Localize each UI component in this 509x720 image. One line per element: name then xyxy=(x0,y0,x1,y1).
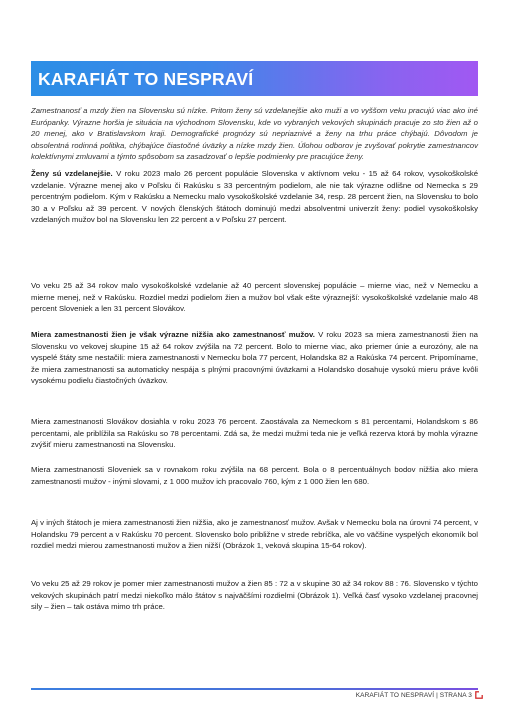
paragraph-text: Miera zamestnanosti Slovákov dosiahla v roku 2023 76 percent. Zaostávala za Nemeckom s 81 percentami, Holandskom s 86 percentami, ale priblížila sa Rakúsku so 78 percentami. Zdá sa, že medzi mužmi teda nie je veľká rezerva ktorá by mohla výrazne zvýšiť mieru zamestnanosti na Slovensku. xyxy=(31,417,478,449)
intro-paragraph: Zamestnanosť a mzdy žien na Slovensku sú nízke. Pritom ženy sú vzdelanejšie ako muži a vo vyššom veku pracujú viac ako iné Európanky. Výrazne horšia je situácia na východnom Slovensku, kde vo vybraných vekových skupinách pracuje zo sto žien až o 20 menej, ako v Bratislavskom kraji. Demografické prognózy sú nepriaznivé a ženy na trhu práce chýbajú. Dôvodom je obsolentná rodinná politika, chýbajúce čiastočné úväzky a nízke mzdy žien. Úlohou odborov je zvyšovať pokrytie zamestnancov kolektívnymi zmluvami a týmto spôsobom sa zasadzovať o lepšie podmienky pre pracujúce ženy. xyxy=(31,106,478,161)
paragraph-text: Aj v iných štátoch je miera zamestnanosti žien nižšia, ako je zamestnanosť mužov. Avšak v Nemecku bola na úrovni 74 percent, v Holandsku 79 percent a v Rakúsku 70 percent. Slovensko bolo približne v strede rebríčka, ale vo väčšine vyspelých ekonomík bol rozdiel medzi mierou zamestnanosti mužov a žien nižší (Obrázok 1, veková skupina 15-64 rokov). xyxy=(31,518,478,550)
paragraph-text: V roku 2023 malo 26 percent populácie Slovenska v aktívnom veku - 15 až 64 rokov, vysokoškolské vzdelanie. Výrazne menej ako v Poľsku či Rakúsku s 33 percentným podielom, ale nie tak výrazne odlišne od Nemecka s 29 percentným podielom. Kým v Rakúsku a Nemecku malo vysokoškolské vzdelanie 34, resp. 28 percent žien, na Slovensku to bolo 30 a v Poľsku až 39 percent. V nových členských štátoch dominujú medzi absolventmi univerzít ženy: podiel vysokoškolsky vzdelaných mužov bol na Slovensku len 22 percent a v Poľsku 27 percent. xyxy=(31,169,479,224)
body-paragraph xyxy=(31,168,478,226)
page-title: KARAFIÁT TO NESPRAVÍ xyxy=(38,69,254,89)
corner-logo-icon xyxy=(475,691,483,699)
body-paragraph xyxy=(31,517,478,552)
body-paragraph xyxy=(31,464,478,487)
body-paragraph xyxy=(31,416,478,451)
paragraph-lead: Miera zamestnanosti žien je však výrazne nižšia ako zamestnanosť mužov. xyxy=(31,330,315,339)
paragraph-text: Vo veku 25 až 34 rokov malo vysokoškolské vzdelanie až 40 percent slovenskej populácie – mierne viac, než v Nemecku a mierne menej, než v Rakúsku. Rozdiel medzi podielom žien a mužov bol však ešte výraznejší: vysokoškolské vzdelanie malo 48 percent Sloveniek a len 31 percent Slovákov. xyxy=(31,281,478,313)
title-banner xyxy=(31,61,478,96)
body-paragraph xyxy=(31,578,478,613)
body-paragraph xyxy=(31,280,478,315)
footer-page-label: KARAFIÁT TO NESPRAVÍ | STRANA 3 xyxy=(355,692,472,699)
paragraph-lead: Ženy sú vzdelanejšie. xyxy=(31,169,113,178)
paragraph-text: V roku 2023 sa miera zamestnanosti žien na Slovensku vo vekovej skupine 15 až 64 rokov zvýšila na 72 percent. Bolo to mierne viac, ako priemer únie a eurozóny, ale na vyspelé štáty sme nestačili: miera zamestnanosti v Nemecku bola 77 percent, Holandska 82 a Rakúska 74 percent. Pripomíname, že miera zamestnanosti sa automaticky nespája s plnými pracovnými úväzkami a Holandsko dosahuje vysokú mieru práve kvôli vysokému podielu čiastočných úväzkov. xyxy=(31,330,478,385)
body-paragraph xyxy=(31,329,478,387)
paragraph-text: Miera zamestnanosti Sloveniek sa v rovnakom roku zvýšila na 68 percent. Bola o 8 percentuálnych bodov nižšia ako miera zamestnanosti mužov - inými slovami, z 1 000 mužov ich pracovalo 760, kým z 1 000 žien len 680. xyxy=(31,465,478,486)
footer-divider xyxy=(31,688,478,690)
paragraph-text: Vo veku 25 až 29 rokov je pomer mier zamestnanosti mužov a žien 85 : 72 a v skupine 30 až 34 rokov 88 : 76. Slovensko v týchto vekových skupinách patrí medzi niekoľko málo štátov s najväčšími rozdielmi (Obrázok 1). Veľká časť vysoko vzdelanej pracovnej sily – žien – tak ostáva mimo trh práce. xyxy=(31,579,478,611)
